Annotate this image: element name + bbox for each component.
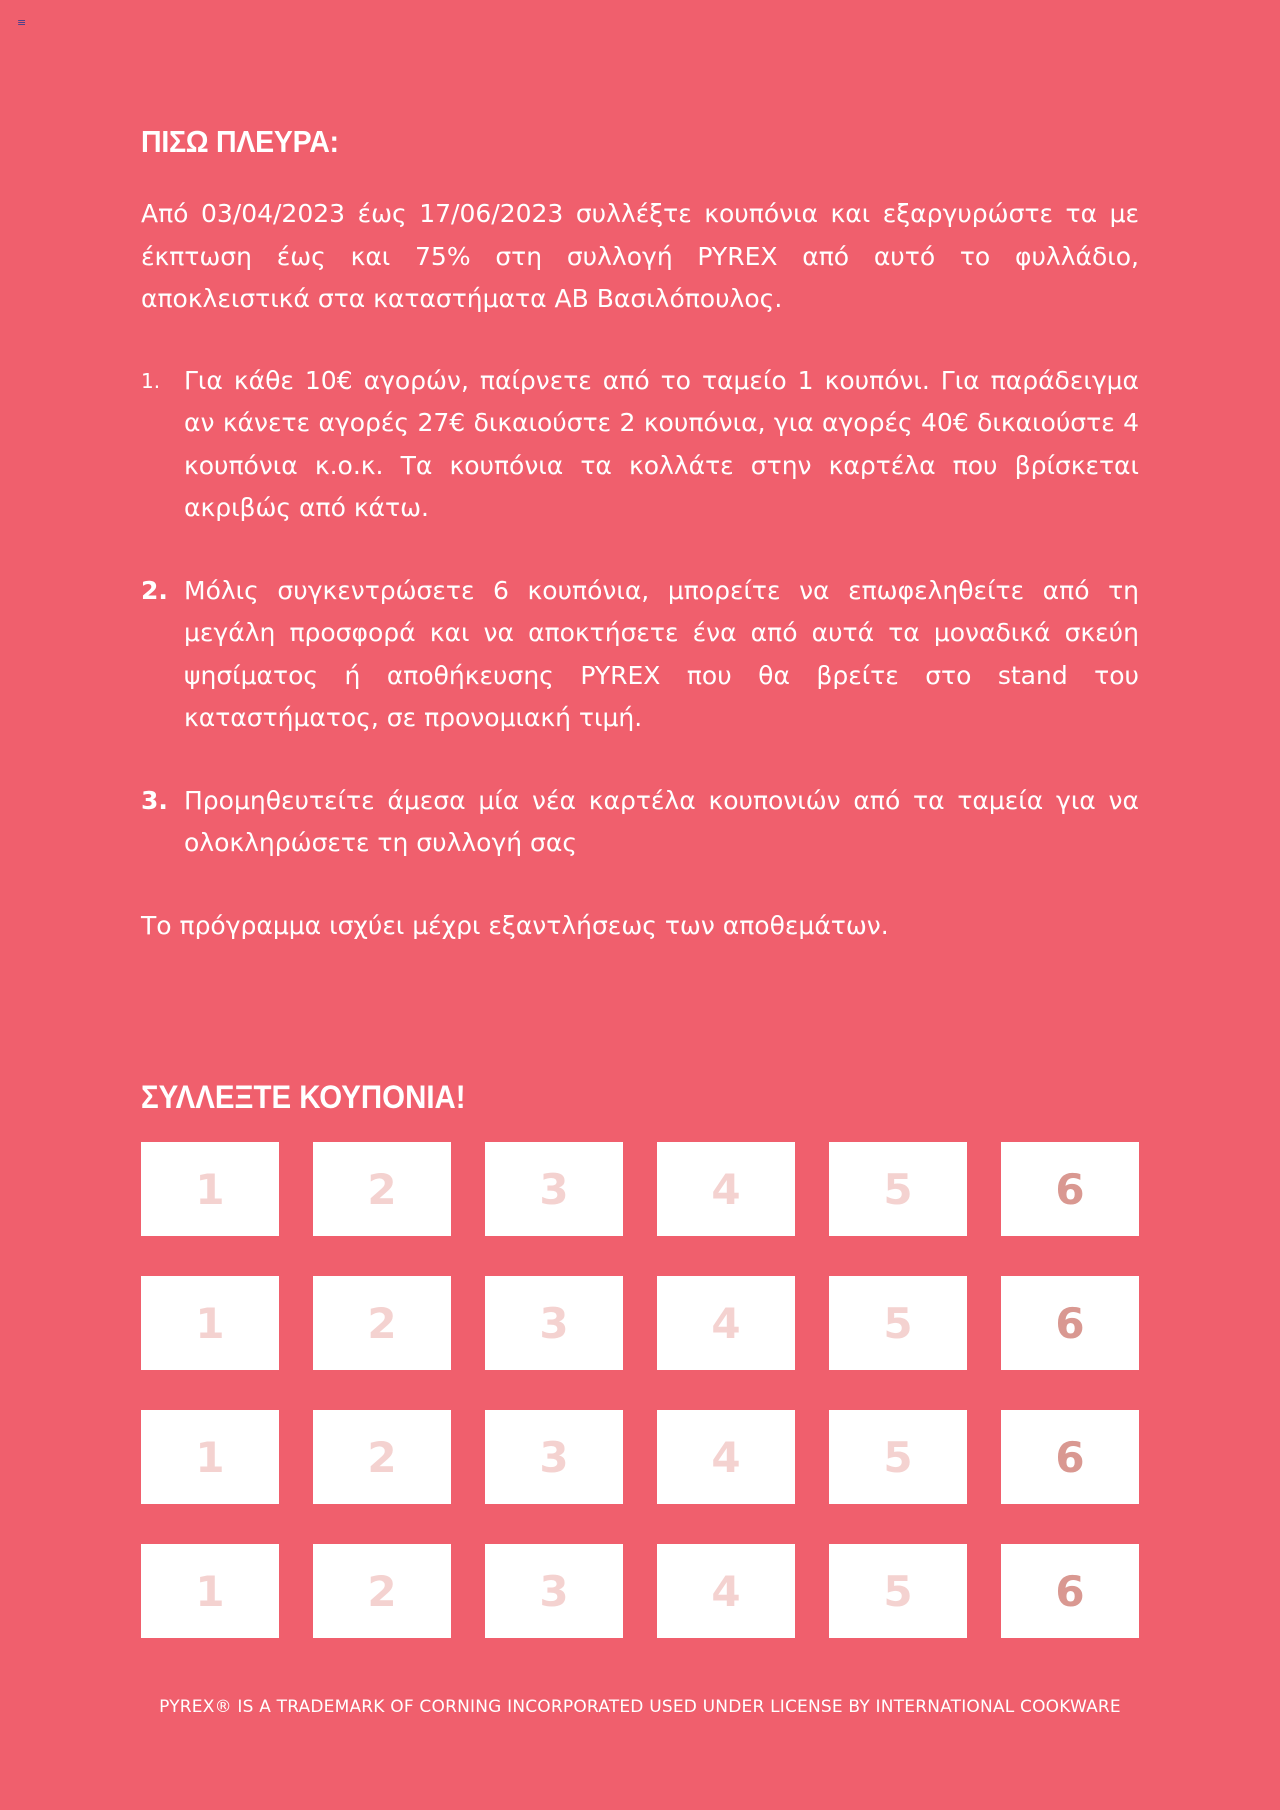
coupon-slot: 5 [829,1410,967,1504]
coupon-row [141,1544,1139,1638]
coupon-slot: 1 [141,1410,279,1504]
coupon-slot: 5 [829,1276,967,1370]
coupon-slot: 4 [657,1142,795,1236]
coupon-slot: 2 [313,1276,451,1370]
coupon-slot: 3 [485,1276,623,1370]
coupon-slot: 4 [657,1410,795,1504]
coupon-slot: 6 [1001,1276,1139,1370]
coupon-slot: 4 [657,1276,795,1370]
coupon-slot: 5 [829,1142,967,1236]
steps-list [141,360,1139,865]
coupon-slot: 2 [313,1410,451,1504]
page-title: ΠΙΣΩ ΠΛΕΥΡΑ: [141,124,339,159]
coupon-slot: 6 [1001,1410,1139,1504]
intro-paragraph: Από 03/04/2023 έως 17/06/2023 συλλέξτε κουπόνια και εξαργυρώστε τα με έκπτωση έως και 75% στη συλλογή PYREX από αυτό το φυλλάδιο, αποκλειστικά στα καταστήματα ΑΒ Βασιλόπουλος. [141,199,1139,313]
coupon-row [141,1410,1139,1504]
coupon-slot: 6 [1001,1544,1139,1638]
coupon-slot: 6 [1001,1142,1139,1236]
step-item [141,360,1139,530]
step-text: Για κάθε 10€ αγορών, παίρνετε από το ταμείο 1 κουπόνι. Για παράδειγμα αν κάνετε αγορές 27€ δικαιούστε 2 κουπόνια, για αγορές 40€ δικαιούστε 4 κουπόνια κ.ο.κ. Τα κουπόνια τα κολλάτε στην καρτέλα που βρίσκεται ακριβώς από κάτω. [184,365,1139,522]
step-item [141,780,1139,865]
coupon-slot: 1 [141,1276,279,1370]
coupon-row [141,1142,1139,1236]
closing-note: Το πρόγραμμα ισχύει μέχρι εξαντλήσεως των αποθεμάτων. [141,910,889,940]
coupon-slot: 1 [141,1142,279,1236]
step-number: 2. [141,575,168,605]
coupon-slot: 5 [829,1544,967,1638]
step-number: 1. [141,368,161,393]
coupon-slot: 4 [657,1544,795,1638]
coupon-card-grid [141,1142,1139,1678]
coupon-slot: 3 [485,1410,623,1504]
coupon-slot: 3 [485,1142,623,1236]
back-side-section [141,121,1139,947]
coupon-slot: 1 [141,1544,279,1638]
coupon-slot: 2 [313,1142,451,1236]
step-number: 3. [141,785,168,815]
trademark-notice: PYREX® IS A TRADEMARK OF CORNING INCORPORATED USED UNDER LICENSE BY INTERNATIONAL COOKWARE [159,1697,1121,1717]
step-item [141,570,1139,740]
step-text: Προμηθευτείτε άμεσα μία νέα καρτέλα κουπονιών από τα ταμεία για να ολοκληρώσετε τη συλλογή σας [184,785,1139,857]
corner-menu-icon: ≡ [17,16,27,29]
coupon-row [141,1276,1139,1370]
coupon-slot: 2 [313,1544,451,1638]
coupon-card-title: ΣΥΛΛΕΞΤΕ ΚΟΥΠΟΝΙΑ! [141,1079,466,1115]
coupon-slot: 3 [485,1544,623,1638]
step-text: Μόλις συγκεντρώσετε 6 κουπόνια, μπορείτε να επωφεληθείτε από τη μεγάλη προσφορά και να αποκτήσετε ένα από αυτά τα μοναδικά σκεύη ψησίματος ή αποθήκευσης PYREX που θα βρείτε στο stand του καταστήματος, σε προνομιακή τιμή. [184,575,1139,732]
